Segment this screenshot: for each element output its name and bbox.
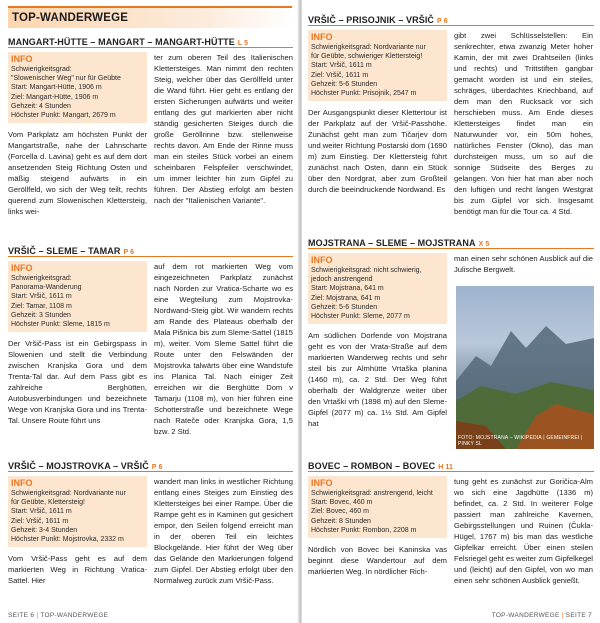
info-line: jedoch anstrengend	[311, 276, 373, 284]
route-title	[8, 243, 293, 257]
route-title	[8, 458, 293, 472]
column-right	[154, 52, 293, 217]
column-left	[308, 30, 447, 217]
body-text: wandert man links in westlicher Richtung entlang eines Steiges zum Einstieg des Klettersteiges bei einer Rampe. Über die Rampe geht es in Kaminen gut gesichert empor, den Seilen folgend erreicht man in der oberen Teil ein leichtes Blockgelände. Hier führt der Weg über das Gelände den Markierungen folgend zum Gipfel. Der Abstieg erfolgt über den Normalweg zurück zum Vršič-Pass.	[154, 477, 293, 585]
info-line: Höchster Punkt: Mojstrovka, 2332 m	[11, 536, 124, 544]
column-left	[8, 52, 147, 217]
body-text: Vom Parkplatz am höchsten Punkt der Mangartstraße, nahe der Lahnscharte (Forcella d. Lavina) geht es auf dem dort ansetzenden Steig Richtung Osten und mäßig steigend aufwärts in ein Geröllfeld, wo sich der Weg teilt, rechts querend zum Slowenischen Klettersteig, links wei-	[8, 130, 147, 217]
route-code: P 6	[151, 464, 163, 471]
info-line: Ziel: Mangart-Hütte, 1906 m	[11, 93, 99, 101]
right-page	[302, 0, 600, 623]
route-section-vrsic-sleme	[8, 243, 293, 437]
info-line: Start: Mangart-Hütte, 1906 m	[11, 84, 102, 92]
body-text: Vom Vršič-Pass geht es auf dem markierten Weg in Richtung Vratica-Sattel. Hier	[8, 554, 147, 586]
page-footer: SEITE 6 | TOP-WANDERWEGE	[8, 612, 109, 619]
info-line: Start: Vršič, 1611 m	[11, 293, 72, 301]
route-title-text: VRŠIČ – SLEME – TAMAR	[8, 246, 121, 256]
route-section-mangart	[8, 34, 293, 217]
info-line: Ziel: Bovec, 460 m	[311, 508, 369, 516]
page-banner	[8, 6, 292, 28]
body-text: Der Vršič-Pass ist ein Gebirgspass in Slowenien und stellt die Verbindung zwischen Kranjska Gora und dem Trenta-Tal dar. Auf dem Pass gibt es zahlreiche Berghütten, Autobusverbindungen und bezeichnete Wege von Kranjska Gora und ins Trenta-Tal. Unsere Route führt uns	[8, 339, 147, 426]
info-line: Panorama-Wanderung	[11, 284, 82, 292]
info-box	[308, 30, 447, 101]
route-title	[8, 34, 293, 48]
body-text: Am südlichen Dorfende von Mojstrana geht es von der Vrata-Straße auf dem markierten Wanderweg rechts und sehr steil bis zur Almhütte Vrtaška planina (1460 m), ca. 2 Std. Der Weg führt oberhalb der Waldgrenze weiter über den Vrtaški vrh (1898 m) auf den Sleme-Gipfel (2077 m) ca. 1½ Std. Am Gipfel hat	[308, 331, 447, 429]
banner-title: TOP-WANDERWEGE	[12, 12, 129, 24]
route-title-text: MOJSTRANA – SLEME – MOJSTRANA	[308, 238, 476, 248]
info-line: Höchster Punkt: Mangart, 2679 m	[11, 112, 116, 120]
info-line: Gehzeit: 5-6 Stunden	[311, 303, 378, 311]
mountain-silhouette	[456, 286, 594, 449]
info-box	[308, 476, 447, 538]
footer-section: TOP-WANDERWEGE	[491, 612, 560, 619]
info-line: Schwierigkeitsgrad: Nordvariante nur	[11, 490, 126, 497]
info-line: Start: Vršič, 1611 m	[11, 508, 72, 516]
info-line: Höchster Punkt: Prisojnik, 2547 m	[311, 90, 417, 98]
route-code: L 5	[237, 40, 249, 47]
info-line: Ziel: Vršič, 1611 m	[11, 517, 69, 525]
route-code: P 6	[437, 18, 448, 25]
column-right	[454, 30, 593, 217]
column-left	[308, 476, 447, 586]
route-section-vrsic-mojstrovka	[8, 458, 293, 586]
info-title: INFO	[11, 263, 33, 273]
info-line: Start: Vršič, 1611 m	[311, 62, 372, 70]
body-text: tung geht es zunächst zur Goričica-Alm wo sich eine Jagdhütte (1336 m) befindet, ca. 2 Std. In weiterer Folge passiert man zahlreiche Kavernen, Gebirgsstellungen und Ruinen (Čukla-Hügel, 1767 m) bis man das westliche Gipfelkar erreicht. Über einen steilen Felsriegel geht es weiter zum Gipfelkegel und (leicht) auf den Gipfel, von wo man einen sehr schönen Ausblick genießt.	[454, 477, 593, 585]
info-title: INFO	[311, 255, 333, 265]
info-line: Start: Bovec, 460 m	[311, 499, 373, 507]
route-title-text: VRŠIČ – MOJSTROVKA – VRŠIČ	[8, 461, 149, 471]
info-title: INFO	[11, 54, 33, 64]
info-title: INFO	[311, 32, 333, 42]
route-title	[308, 458, 594, 472]
info-line: Schwierigkeitsgrad: nicht schwierig,	[311, 267, 422, 274]
route-code: X 5	[478, 241, 490, 248]
info-line: "Slowenischer Weg" nur für Geübte	[11, 75, 121, 83]
info-line: für Geübte, schwieriger Klettersteig!	[311, 53, 423, 61]
info-line: Höchster Punkt: Sleme, 1815 m	[11, 321, 110, 329]
info-box	[308, 253, 447, 324]
route-title	[308, 12, 594, 26]
column-right	[454, 476, 593, 586]
body-text: auf dem rot markierten Weg vom eingezeichneten Parkplatz zunächst nach Norden zur Vratica-Scharte wo es eine Wegteilung zum Mojstrovka-Nordwand-Steig gibt. Wir wandern rechts am Rande des Plateaus oberhalb der Mala Pišnica bis zum Sleme-Sattel (1815 m), weiter. Vom Sleme Sattel führt die Route unter den Felswänden der Mojstrovka talwärts über eine Wandstufe ins Planica Tal. Nach einiger Zeit erreichen wir die Berghütte Dom v Tamarju (1108 m), von hier führen eine Schotterstraße und bezeichnete Wege nach Rateče oder Kranjska Gora, 1,5 bzw. 2 Std.	[154, 262, 293, 436]
info-line: Schwierigkeitsgrad: anstrengend, leicht	[311, 490, 433, 497]
body-text: gibt zwei Schlüsselstellen: Ein senkrechter, etwa zwanzig Meter hoher Kamin, der mit zwei Drahtseilen (links und rechts) und Trittstiften gangbar gemacht worden ist und ein steiles, schräges, überdachtes Kriechband, auf dem man den Rucksack vor sich herschieben muss. Am Ende dieses Klettersteiges findet man ein Naturwunder vor, ein 50m hohes, natürliches Fenster (Okno), das man durchsteigen muss, um so auf die sonnige Südseite des Berges zu gelangen. Von hier hat man aber noch den luftigen und recht langen Westgrat bis zum Gipfel vor sich. Insgesamt benötigt man für die Tour ca. 4 Std.	[454, 31, 593, 216]
info-line: Gehzeit: 3-4 Stunden	[11, 526, 78, 534]
info-line: Gehzeit: 5-6 Stunden	[311, 80, 378, 88]
mountain-photo	[456, 286, 594, 449]
route-section-prisojnik	[308, 12, 594, 217]
info-line: Schwierigkeitsgrad:	[11, 275, 72, 282]
info-line: Schwierigkeitsgrad: Nordvariante nur	[311, 44, 426, 51]
footer-section: TOP-WANDERWEGE	[40, 612, 109, 619]
column-right	[154, 476, 293, 586]
left-page	[0, 0, 298, 623]
info-line: Gehzeit: 4 Stunden	[11, 102, 71, 110]
info-line: Schwierigkeitsgrad:	[11, 66, 72, 73]
body-text: ter zum oberen Teil des Italienischen Klettersteiges. Man nimmt den rechten Steig, welcher über das Geröllfeld unter die Wand führt. Hier geht es entlang der ersten Sicherungen aufwärts und weiter entlang des gut markierten aber nicht ständig gesicherten Steiges durch die große Geröllrinne bzw. stellenweise rechts davon. Am Ende der Rinne muss man ein steiles Stück vorbei an einem scheinbaren Felspfeiler verschwindet, um immer leichter hin zum Gipfel zu führen. Der Abstieg erfolgt am besten nach der "Italienischen Variante".	[154, 53, 293, 205]
info-line: Höchster Punkt: Sleme, 2077 m	[311, 313, 410, 321]
page-footer: TOP-WANDERWEGE | SEITE 7	[491, 612, 592, 619]
info-title: INFO	[311, 478, 333, 488]
info-line: Ziel: Mojstrana, 641 m	[311, 294, 381, 302]
column-left	[8, 261, 147, 437]
info-line: Ziel: Tamar, 1108 m	[11, 302, 72, 310]
info-box	[8, 476, 147, 547]
body-text: Nördlich von Bovec bei Kaninska vas beginnt diese Wandertour auf dem markierten Weg. In nördlicher Rich-	[308, 545, 447, 577]
info-box	[8, 52, 147, 123]
route-title-text: BOVEC – ROMBON – BOVEC	[308, 461, 436, 471]
body-text: man einen sehr schönen Ausblick auf die Julische Bergwelt.	[454, 254, 593, 274]
info-box	[8, 261, 147, 332]
route-code: P 6	[123, 249, 135, 256]
column-left	[308, 253, 447, 429]
page-number: SEITE 7	[565, 612, 592, 619]
route-code: H 11	[438, 464, 454, 471]
info-title: INFO	[11, 478, 33, 488]
column-left	[8, 476, 147, 586]
info-line: Ziel: Vršič, 1611 m	[311, 71, 369, 79]
photo-caption: FOTO: MOJSTRANA – WIKIPEDIA | GEMEINFREI | PINKY SL	[458, 435, 583, 447]
info-line: Höchster Punkt: Rombon, 2208 m	[311, 526, 417, 534]
info-line: Start: Mojstrana, 641 m	[311, 285, 384, 293]
body-text: Der Ausgangspunkt dieser Klettertour ist der Parkplatz auf der Vršič-Passhöhe. Zunächst geht man zum Tičarjev dom und weiter Richtung Postarski dom (1690 m) zum Einstieg. Der Klettersteig führt zunächst nach Osten, dann ein Stück über den Nordgrat, aber zum Großteil durch die beeindruckende Nordwand. Es	[308, 108, 447, 195]
route-title-text: MANGART-HÜTTE – MANGART – MANGART-HÜTTE	[8, 37, 235, 47]
info-line: für Geübte, Klettersteig!	[11, 499, 85, 507]
info-line: Gehzeit: 3 Stunden	[11, 311, 71, 319]
route-title	[308, 235, 594, 249]
page-number: SEITE 6	[8, 612, 35, 619]
route-section-bovec	[308, 458, 594, 586]
route-title-text: VRŠIČ – PRISOJNIK – VRŠIČ	[308, 15, 435, 25]
info-line: Gehzeit: 8 Stunden	[311, 517, 371, 525]
column-right	[154, 261, 293, 437]
